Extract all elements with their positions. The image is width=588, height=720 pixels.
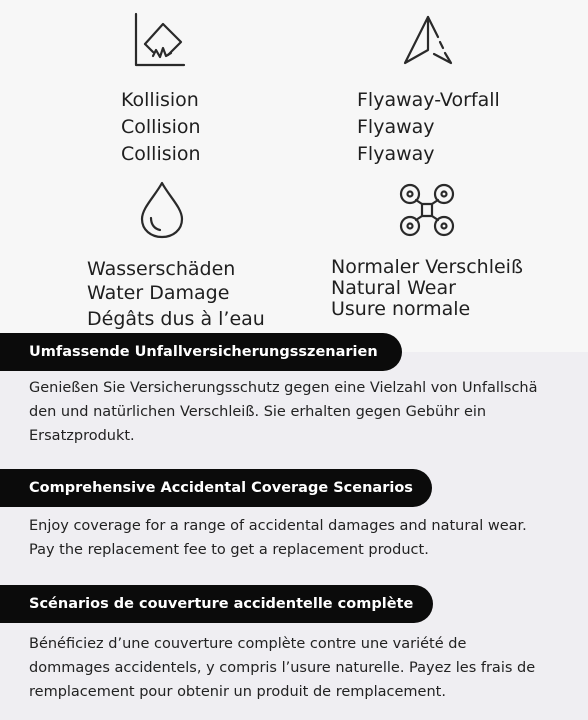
section-body-en: [29, 514, 569, 562]
body-line: remplacement pour obtenir un produit de remplacement.: [29, 684, 446, 700]
section-heading-en: [0, 469, 432, 507]
scenario-label-natural-wear: [331, 257, 523, 320]
body-line: den und natürlichen Verschleiß. Sie erhalten gegen Gebühr ein: [29, 404, 487, 420]
body-line: Pay the replacement fee to get a replacement product.: [29, 542, 429, 558]
scenario-line-en: Water Damage: [87, 282, 230, 304]
collision-icon: [133, 12, 187, 68]
water-drop-icon: [137, 180, 187, 240]
section-body-de: [29, 376, 569, 448]
scenario-line-fr: Dégâts dus à l’eau: [87, 308, 265, 330]
coverage-icons-panel: [0, 0, 588, 352]
scenario-line-fr: Collision: [121, 143, 201, 165]
scenario-label-collision: [121, 87, 201, 168]
scenario-label-water-damage: [87, 257, 265, 331]
body-line: Bénéficiez d’une couverture complète contre une variété de: [29, 636, 467, 652]
scenario-line-fr: Flyaway: [357, 143, 435, 165]
body-line: Genießen Sie Versicherungsschutz gegen eine Vielzahl von Unfallschä: [29, 380, 538, 396]
scenario-line-de: Kollision: [121, 89, 199, 111]
section-body-fr: [29, 632, 569, 704]
scenario-line-de: Normaler Verschleiß: [331, 256, 523, 278]
scenario-line-en: Flyaway: [357, 116, 435, 138]
section-heading-text: Scénarios de couverture accidentelle complète: [29, 596, 414, 612]
body-line: dommages accidentels, y compris l’usure naturelle. Payez les frais de: [29, 660, 536, 676]
body-line: Enjoy coverage for a range of accidental damages and natural wear.: [29, 518, 527, 534]
section-heading-text: Comprehensive Accidental Coverage Scenarios: [29, 480, 413, 496]
body-line: Ersatzprodukt.: [29, 428, 135, 444]
section-heading-fr: [0, 585, 433, 623]
scenario-line-en: Collision: [121, 116, 201, 138]
scenario-line-en: Natural Wear: [331, 277, 456, 299]
scenario-line-de: Flyaway-Vorfall: [357, 89, 500, 111]
drone-icon: [398, 182, 456, 238]
section-heading-de: [0, 333, 402, 371]
scenario-line-de: Wasserschäden: [87, 258, 236, 280]
scenario-label-flyaway: [357, 87, 500, 168]
scenario-line-fr: Usure normale: [331, 298, 471, 320]
section-heading-text: Umfassende Unfallversicherungsszenarien: [29, 344, 378, 360]
flyaway-icon: [402, 14, 456, 68]
